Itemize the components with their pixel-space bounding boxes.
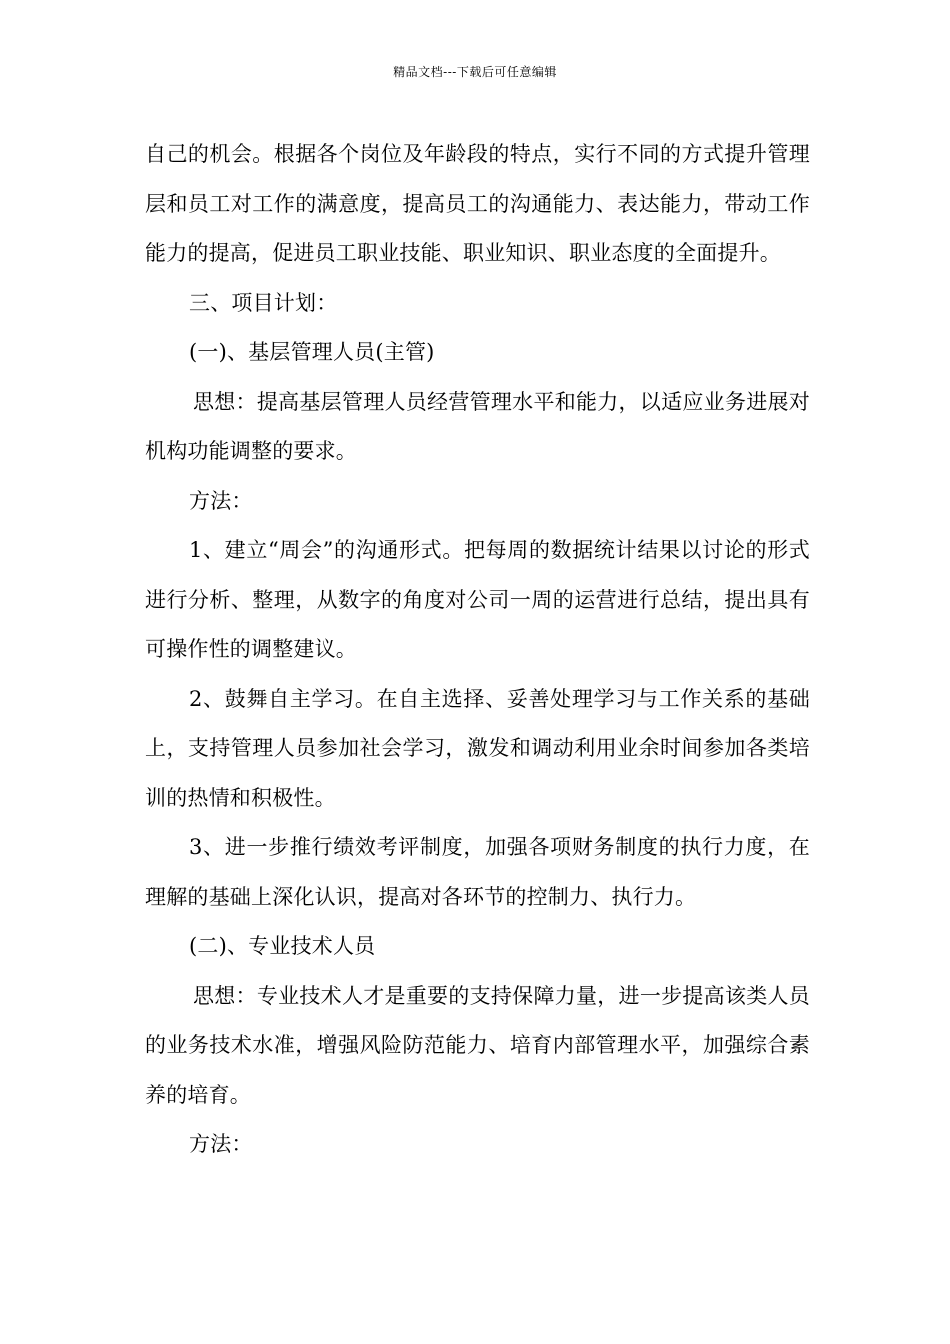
page-header: 精品文档---下载后可任意编辑 bbox=[393, 65, 557, 79]
document-body bbox=[145, 130, 810, 1170]
subsection-heading-technical-staff: (二)、专业技术人员 bbox=[189, 934, 376, 958]
section-heading-project-plan: 三、项目计划： bbox=[189, 290, 338, 315]
paragraph-method-item-3: 3、进一步推行绩效考评制度，加强各项财务制度的执行力度，在理解的基础上深化认识，提高对各环节的控制力、执行力。 bbox=[145, 835, 810, 909]
paragraph-method-item-1: 1、建立“周会”的沟通形式。把每周的数据统计结果以讨论的形式进行分析、整理，从数字的角度对公司一周的运营进行总结，提出具有可操作性的调整建议。 bbox=[145, 538, 810, 661]
subsection-heading-basic-managers: (一)、基层管理人员(主管) bbox=[189, 340, 435, 364]
paragraph-technical-staff-method-label: 方法： bbox=[189, 1132, 253, 1156]
paragraph-method-item-2: 2、鼓舞自主学习。在自主选择、妥善处理学习与工作关系的基础上，支持管理人员参加社会学习，激发和调动利用业余时间参加各类培训的热情和积极性。 bbox=[145, 686, 810, 810]
paragraph-technical-staff-idea: 思想：专业技术人才是重要的支持保障力量，进一步提高该类人员的业务技术水准，增强风险防范能力、培育内部管理水平，加强综合素养的培育。 bbox=[145, 983, 810, 1107]
paragraph-basic-managers-method-label: 方法： bbox=[189, 488, 253, 513]
paragraph-basic-managers-idea: 思想：提高基层管理人员经营管理水平和能力，以适应业务进展对机构功能调整的要求。 bbox=[145, 389, 810, 463]
paragraph-intro-continuation: 自己的机会。根据各个岗位及年龄段的特点，实行不同的方式提升管理层和员工对工作的满意度，提高员工的沟通能力、表达能力，带动工作能力的提高，促进员工职业技能、职业知识、职业态度的全面提升。 bbox=[145, 142, 810, 265]
